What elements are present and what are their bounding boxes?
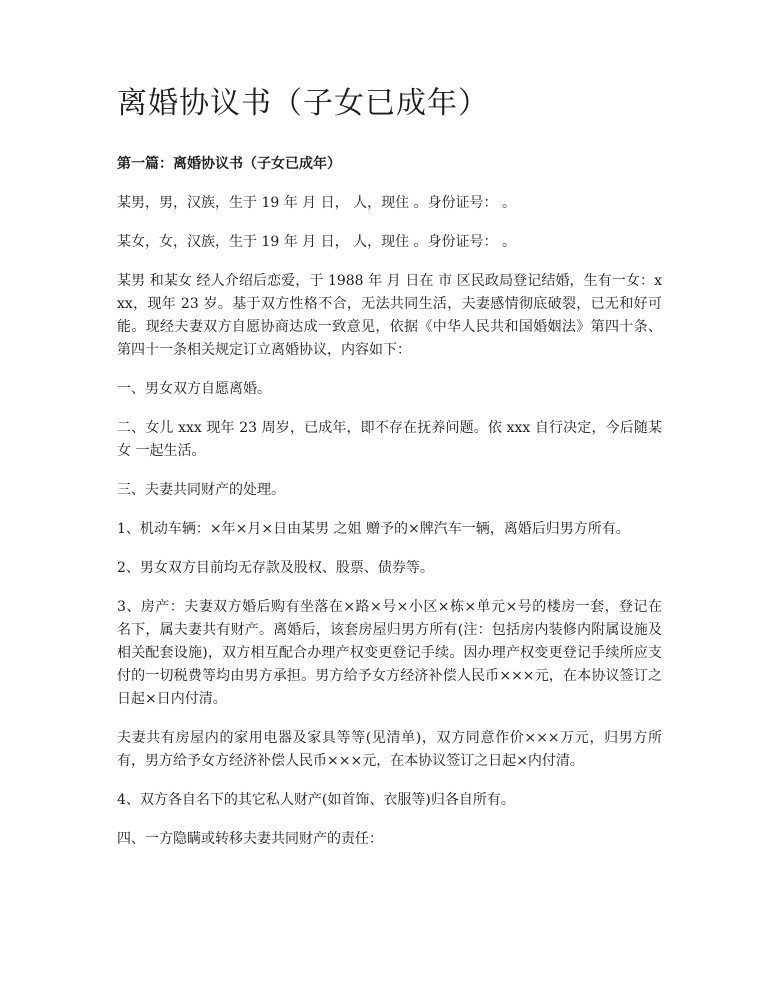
paragraph-clause-3-property: 三、夫妻共同财产的处理。: [117, 482, 285, 498]
paragraph-deposits: 2、男女双方目前均无存款及股权、股票、债券等。: [117, 560, 434, 576]
paragraph-personal-property: 4、双方各自名下的其它私人财产(如首饰、衣服等)归各自所有。: [117, 792, 515, 808]
paragraph-real-estate: 3、房产：夫妻双方婚后购有坐落在×路×号×小区×栋×单元×号的楼房一套，登记在 名下，属夫妻共有财产。离婚后，该套房屋归男方所有(注：包括房内装修内附属设施及相关配套设施)，双方相互配合办理产权变更登记手续。因办理产权变更登记手续所应支付的一切税费等均由男方承担。男方给予女方经济补偿人民币×××元，在本协议签订之日起×日内付清。: [117, 599, 662, 707]
paragraph-appliances: 夫妻共有房屋内的家用电器及家具等等(见清单)，双方同意作价×××万元，归男方所有，男方给予女方经济补偿人民币×××元，在本协议签订之日起×内付清。: [117, 730, 662, 769]
paragraph-female-party-info: 某女，女，汉族，生于 19 年 月 日， 人，现住 。身份证号： 。: [117, 234, 516, 250]
paragraph-clause-4-concealment: 四、一方隐瞒或转移夫妻共同财产的责任：: [117, 831, 383, 847]
paragraph-clause-2-daughter: 二、女儿 xxx 现年 23 周岁，已成年，即不存在抚养问题。依 xxx 自行决定，今后随某女 一起生活。: [117, 420, 662, 459]
document-subtitle: 第一篇：离婚协议书（子女已成年）: [117, 156, 341, 172]
paragraph-clause-1-divorce: 一、男女双方自愿离婚。: [117, 381, 271, 397]
paragraph-male-party-info: 某男，男，汉族，生于 19 年 月 日， 人，现住 。身份证号： 。: [117, 195, 516, 211]
paragraph-vehicle: 1、机动车辆：×年×月×日由某男 之姐 赠予的×牌汽车一辆，离婚后归男方所有。: [117, 521, 630, 537]
document-title: 离婚协议书（子女已成年）: [117, 86, 489, 121]
paragraph-marriage-background: 某男 和某女 经人介绍后恋爱，于 1988 年 月 日在 市 区民政局登记结婚，生有一女：xxx，现年 23 岁。基于双方性格不合，无法共同生活，夫妻感情彻底破裂，已无和好可能。现经夫妻双方自愿协商达成一致意见，依据《中华人民共和国婚姻法》第四十条、第四十一条相关规定订立离婚协议，内容如下：: [117, 273, 662, 358]
